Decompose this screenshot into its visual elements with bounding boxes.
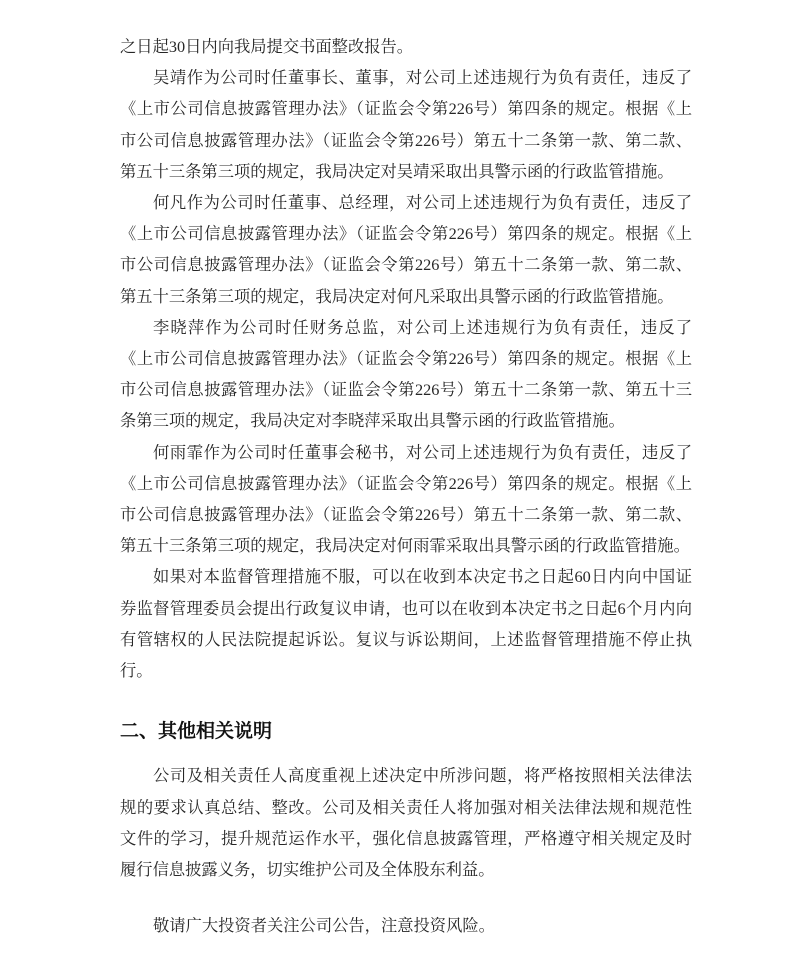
text-line: 吴靖作为公司时任董事长、董事，对公司上述违规行为负有责任，违反了 xyxy=(153,68,692,88)
text-line: 有管辖权的人民法院提起诉讼。复议与诉讼期间，上述监督管理措施不停止执 xyxy=(120,629,692,649)
text-line: 第五十三条第三项的规定，我局决定对吴靖采取出具警示函的行政监管措施。 xyxy=(120,161,674,181)
text-line: 条第三项的规定，我局决定对李晓萍采取出具警示函的行政监管措施。 xyxy=(120,411,625,431)
text-line: 敬请广大投资者关注公司公告，注意投资风险。 xyxy=(153,916,495,936)
text-line: 《上市公司信息披露管理办法》（证监会令第226号）第四条的规定。根据《上 xyxy=(120,473,692,493)
text-line: 如果对本监督管理措施不服，可以在收到本决定书之日起60日内向中国证 xyxy=(153,567,692,587)
text-line: 市公司信息披露管理办法》（证监会令第226号）第五十二条第一款、第二款、 xyxy=(120,130,692,150)
paragraph-appeal-rights xyxy=(120,561,692,686)
text-line: 市公司信息披露管理办法》（证监会令第226号）第五十二条第一款、第五十三 xyxy=(120,380,692,400)
paragraph-sanction-lixiaoping xyxy=(120,312,692,437)
text-line: 《上市公司信息披露管理办法》（证监会令第226号）第四条的规定。根据《上 xyxy=(120,349,692,369)
text-line: 规的要求认真总结、整改。公司及相关责任人将加强对相关法律法规和规范性 xyxy=(120,797,692,817)
paragraph-rectification-statement xyxy=(120,760,692,885)
paragraph-sanction-hefan xyxy=(120,187,692,312)
text-line: 行。 xyxy=(120,661,153,681)
text-line: 之日起30日内向我局提交书面整改报告。 xyxy=(120,37,414,56)
text-line: 《上市公司信息披露管理办法》（证监会令第226号）第四条的规定。根据《上 xyxy=(120,224,692,244)
text-line: 第五十三条第三项的规定，我局决定对何凡采取出具警示函的行政监管措施。 xyxy=(120,286,674,306)
text-line: 券监督管理委员会提出行政复议申请，也可以在收到本决定书之日起6个月内向 xyxy=(120,598,692,618)
text-line: 李晓萍作为公司时任财务总监，对公司上述违规行为负有责任，违反了 xyxy=(153,317,692,337)
text-line: 履行信息披露义务，切实维护公司及全体股东利益。 xyxy=(120,860,495,880)
text-line: 第五十三条第三项的规定，我局决定对何雨霏采取出具警示函的行政监管措施。 xyxy=(120,536,690,556)
text-line: 文件的学习，提升规范运作水平，强化信息披露管理，严格遵守相关规定及时 xyxy=(120,828,692,848)
section-heading-other-notes: 二、其他相关说明 xyxy=(120,721,273,743)
text-line: 《上市公司信息披露管理办法》（证监会令第226号）第四条的规定。根据《上 xyxy=(120,99,692,119)
paragraph-sanction-wujing xyxy=(120,62,692,187)
text-line: 市公司信息披露管理办法》（证监会令第226号）第五十二条第一款、第二款、 xyxy=(120,505,692,525)
paragraph-investor-notice xyxy=(120,910,692,941)
text-line: 市公司信息披露管理办法》（证监会令第226号）第五十二条第一款、第二款、 xyxy=(120,255,692,275)
text-line: 何雨霏作为公司时任董事会秘书，对公司上述违规行为负有责任，违反了 xyxy=(153,442,692,462)
text-line: 公司及相关责任人高度重视上述决定中所涉问题，将严格按照相关法律法 xyxy=(153,766,692,786)
paragraph-sanction-heyufei xyxy=(120,437,692,562)
paragraph-continuation xyxy=(120,31,692,62)
text-line: 何凡作为公司时任董事、总经理，对公司上述违规行为负有责任，违反了 xyxy=(153,193,692,213)
